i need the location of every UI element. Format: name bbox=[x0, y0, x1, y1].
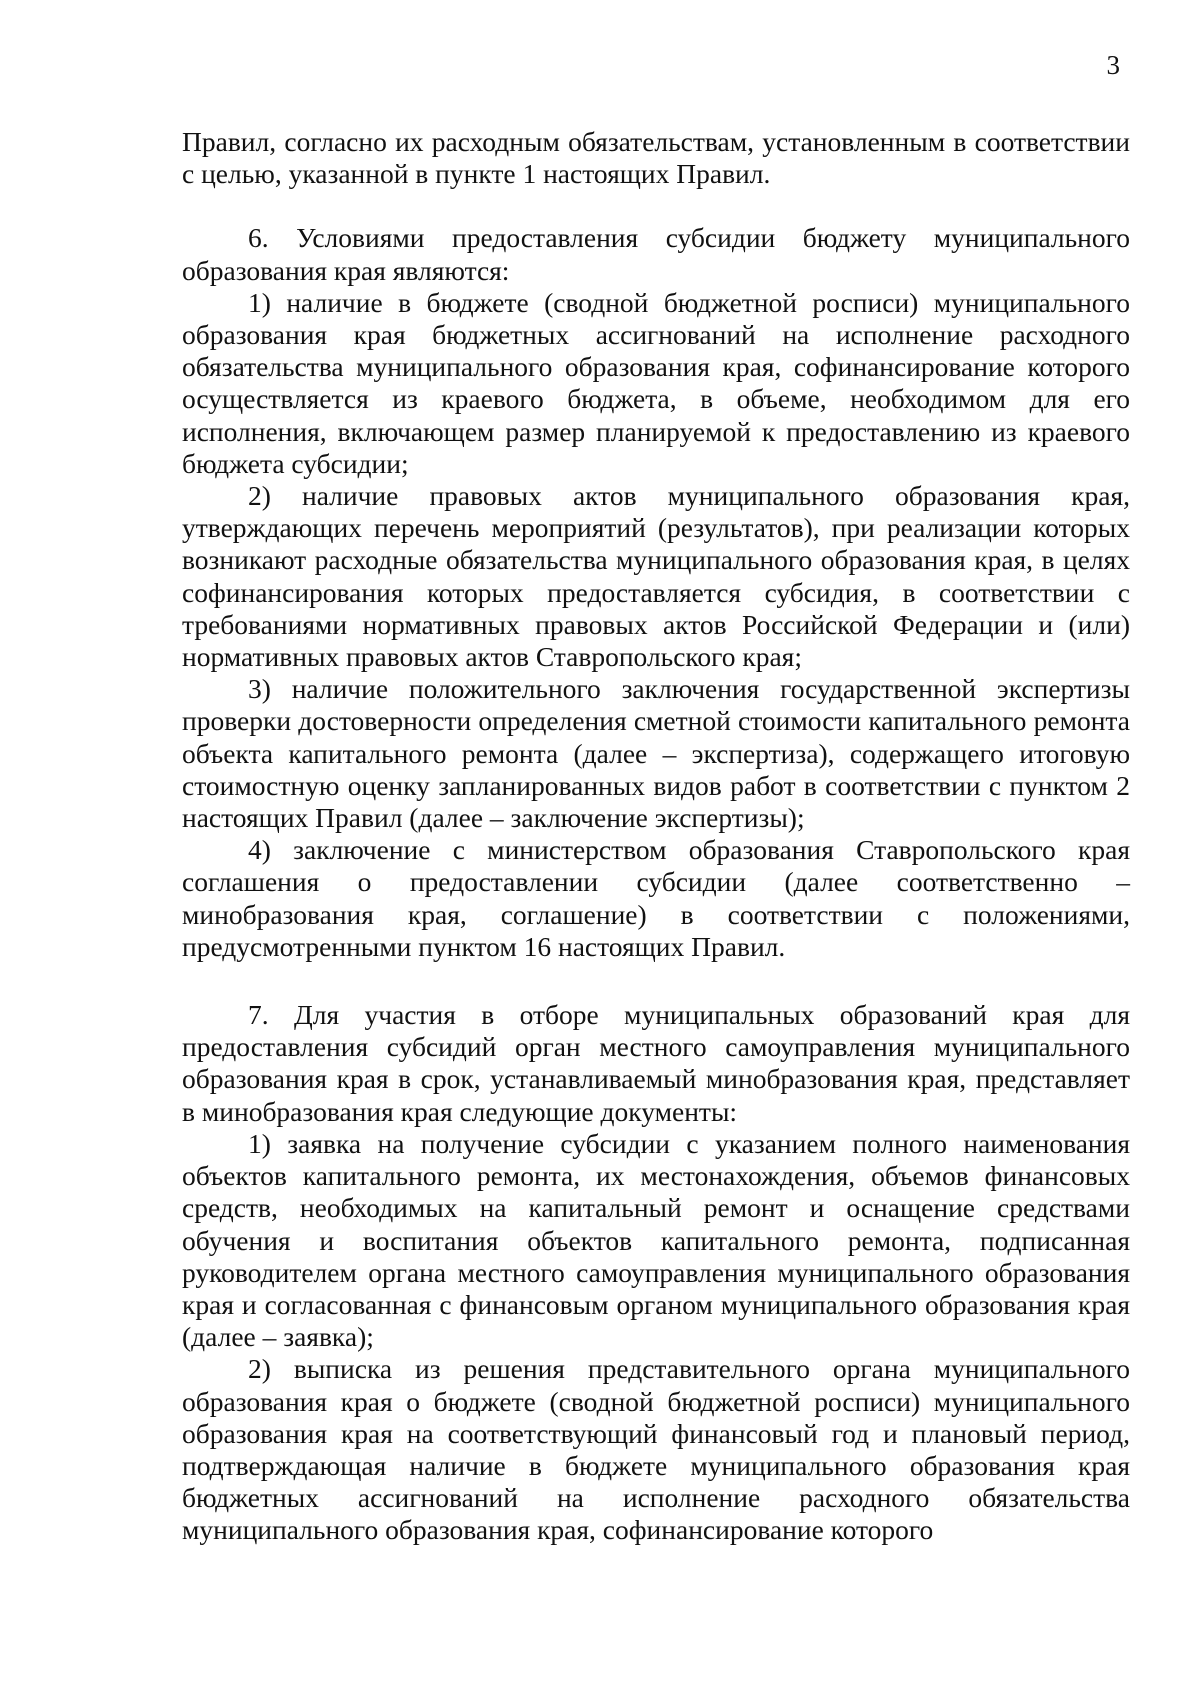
paragraph-item-6-3: 3) наличие положительного заключения государственной экспертизы проверки достоверности определения сметной стоимости капитального ремонта объекта капитального ремонта (далее – экспертиза), содержащего итоговую стоимостную оценку запланированных видов работ в соответствии с пунктом 2 настоящих Правил (далее – заключение экспертизы); bbox=[182, 673, 1130, 834]
paragraph-item-6-1: 1) наличие в бюджете (сводной бюджетной росписи) муниципального образования края бюджетных ассигнований на исполнение расходного обязательства муниципального образования края, софинансирование которого осуществляется из краевого бюджета, в объеме, необходимом для его исполнения, включающем размер планируемой к предоставлению из краевого бюджета субсидии; bbox=[182, 286, 1130, 479]
paragraph-item-7-1: 1) заявка на получение субсидии с указанием полного наименования объектов капитального ремонта, их местонахождения, объемов финансовых средств, необходимых на капитальный ремонт и оснащение средствами обучения и воспитания объектов капитального ремонта, подписанная руководителем органа местного самоуправления муниципального образования края и согласованная с финансовым органом муниципального образования края (далее – заявка); bbox=[182, 1127, 1130, 1353]
paragraph-item-6-4: 4) заключение с министерством образования Ставропольского края соглашения о предоставлении субсидии (далее соответственно – минобразования края, соглашение) в соответствии с положениями, предусмотренными пунктом 16 настоящих Правил. bbox=[182, 834, 1130, 962]
paragraph-item-7-2: 2) выписка из решения представительного органа муниципального образования края о бюджете (сводной бюджетной росписи) муниципального образования края на соответствующий финансовый год и плановый период, подтверждающая наличие в бюджете муниципального образования края бюджетных ассигнований на исполнение расходного обязательства муниципального образования края, софинансирование которого bbox=[182, 1353, 1130, 1546]
paragraph-item-6: 6. Условиями предоставления субсидии бюджету муниципального образования края являются: bbox=[182, 222, 1130, 286]
paragraph-continuation: Правил, согласно их расходным обязательствам, установленным в соответствии с целью, указанной в пункте 1 настоящих Правил. bbox=[182, 126, 1130, 190]
document-body bbox=[182, 126, 1130, 1547]
page-number: 3 bbox=[1106, 50, 1120, 80]
paragraph-item-7: 7. Для участия в отборе муниципальных образований края для предоставления субсидий орган местного самоуправления муниципального образования края в срок, устанавливаемый минобразования края, представляет в минобразования края следующие документы: bbox=[182, 999, 1130, 1127]
paragraph-item-6-2: 2) наличие правовых актов муниципального образования края, утверждающих перечень мероприятий (результатов), при реализации которых возникают расходные обязательства муниципального образования края, в целях софинансирования которых предоставляется субсидия, в соответствии с требованиями нормативных правовых актов Российской Федерации и (или) нормативных правовых актов Ставропольского края; bbox=[182, 480, 1130, 673]
